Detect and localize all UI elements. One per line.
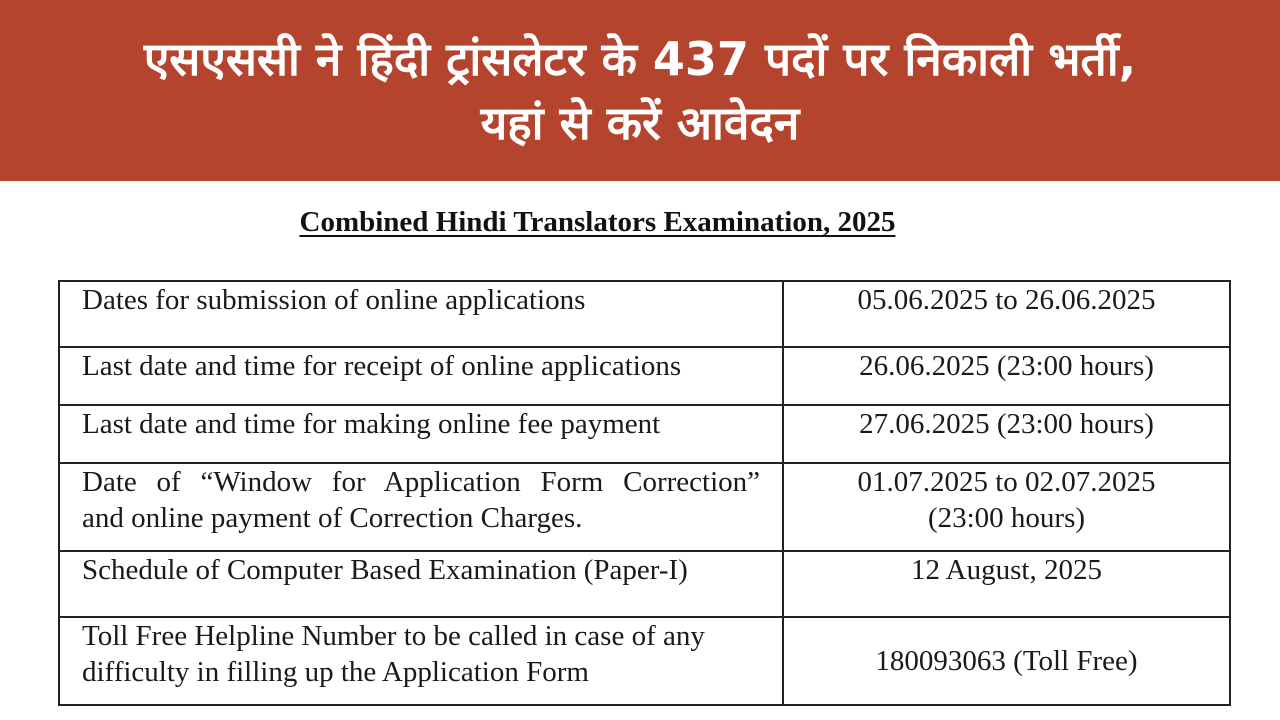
row-value — [783, 463, 1230, 551]
row-label-line-1: Toll Free Helpline Number to be called in case of any — [82, 620, 705, 652]
row-label-line-1: Date of “Window for Application Form Correction” — [82, 466, 760, 498]
table-row — [59, 551, 1230, 617]
table-row — [59, 405, 1230, 463]
row-label: Last date and time for receipt of online applications — [59, 347, 783, 405]
table-row — [59, 347, 1230, 405]
document-title — [0, 206, 1195, 239]
schedule-table — [58, 280, 1231, 706]
headline-line-2: यहां से करें आवेदन — [480, 95, 800, 150]
row-label: Schedule of Computer Based Examination (Paper-I) — [59, 551, 783, 617]
row-label: Dates for submission of online applications — [59, 281, 783, 347]
table-row — [59, 463, 1230, 551]
headline-line-1: एसएससी ने हिंदी ट्रांसलेटर के 437 पदों पर निकाली भर्ती, — [143, 31, 1137, 86]
table-row — [59, 281, 1230, 347]
row-value: 05.06.2025 to 26.06.2025 — [783, 281, 1230, 347]
document-title-text: Combined Hindi Translators Examination, 2025 — [299, 206, 896, 238]
row-value: 27.06.2025 (23:00 hours) — [783, 405, 1230, 463]
row-label — [59, 617, 783, 705]
row-label-line-2: difficulty in filling up the Application Form — [82, 656, 589, 688]
row-label-line-2: and online payment of Correction Charges. — [82, 502, 583, 534]
row-value-line-2: (23:00 hours) — [927, 502, 1086, 534]
table-row — [59, 617, 1230, 705]
row-value: 12 August, 2025 — [783, 551, 1230, 617]
row-label: Last date and time for making online fee payment — [59, 405, 783, 463]
row-value: 180093063 (Toll Free) — [783, 617, 1230, 705]
headline-banner — [0, 0, 1280, 181]
row-value: 26.06.2025 (23:00 hours) — [783, 347, 1230, 405]
row-label — [59, 463, 783, 551]
row-value-line-1: 01.07.2025 to 02.07.2025 — [857, 466, 1156, 498]
